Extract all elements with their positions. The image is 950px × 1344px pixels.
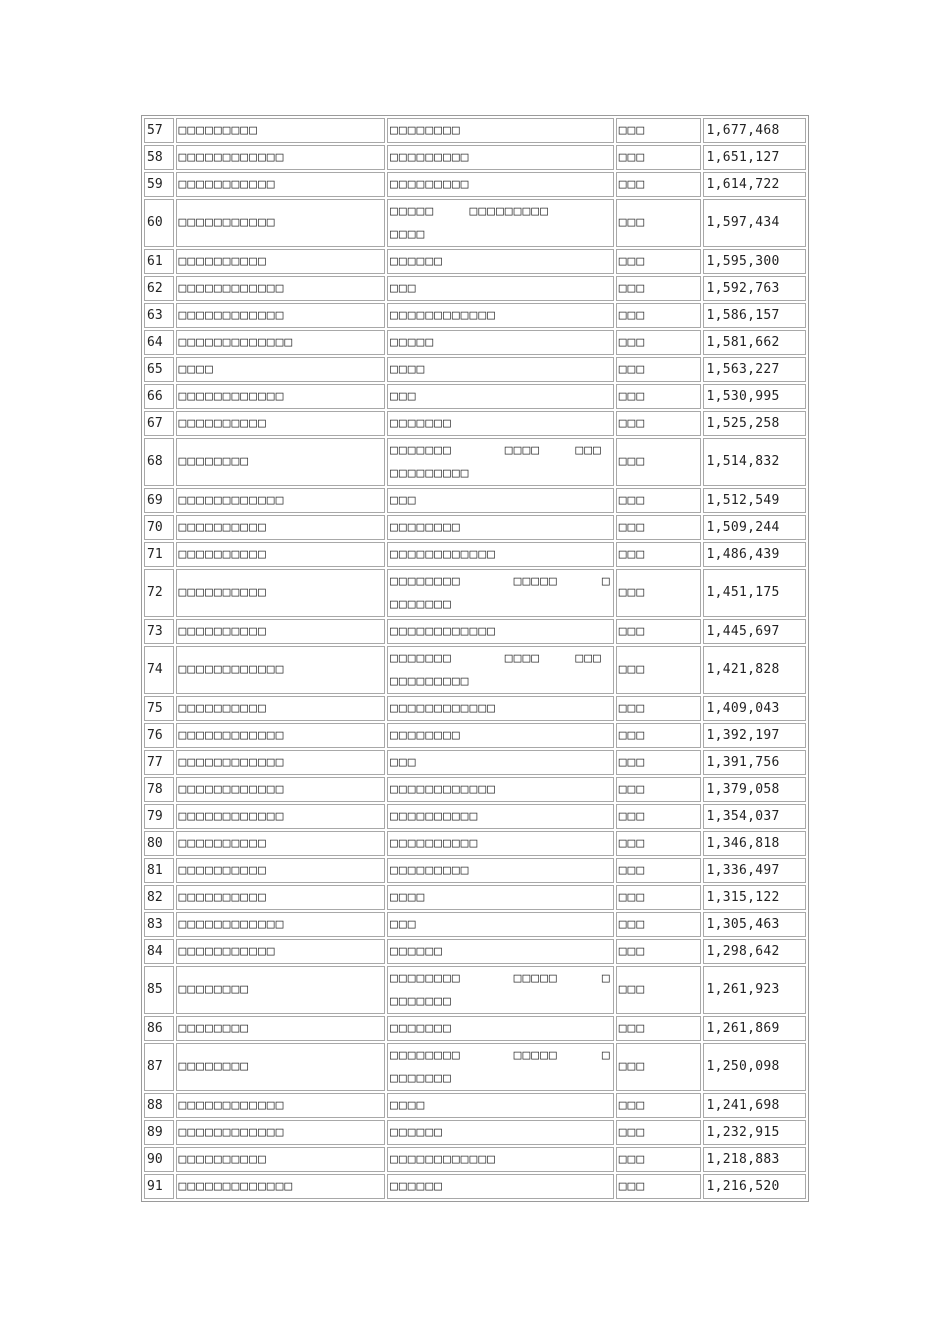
product-cell [387,276,614,301]
amount-cell: 1,586,157 [703,303,806,328]
table-row [144,804,806,829]
amount-cell: 1,651,127 [703,145,806,170]
province-cell: □□□ [616,619,702,644]
rank-cell: 88 [144,1093,174,1118]
amount-cell: 1,216,520 [703,1174,806,1199]
product-cell [387,619,614,644]
company-name-cell: □□□□□□□□ [176,966,386,1014]
ranking-table [141,115,809,1202]
product-cell [387,777,614,802]
province-cell: □□□ [616,330,702,355]
amount-cell: 1,250,098 [703,1043,806,1091]
province-cell: □□□ [616,939,702,964]
product-cell [387,488,614,513]
company-name-cell: □□□□□□□□□□□ [176,172,386,197]
province-cell: □□□ [616,1016,702,1041]
amount-cell: 1,445,697 [703,619,806,644]
product-cell [387,542,614,567]
product-line: □□□□□□□□□□□□ [390,547,496,562]
product-line: □□□□□□□□ □□□□□ □ [390,574,611,589]
table-row [144,966,806,1014]
table-row [144,939,806,964]
amount-cell: 1,677,468 [703,118,806,143]
company-name-cell: □□□□□□□□□□ [176,831,386,856]
rank-cell: 72 [144,569,174,617]
table-row [144,858,806,883]
product-line: □□□□□□□□ □□□□□ □ [390,1048,611,1063]
amount-cell: 1,218,883 [703,1147,806,1172]
company-name-cell: □□□□□□□□□□ [176,515,386,540]
province-cell: □□□ [616,1147,702,1172]
rank-cell: 60 [144,199,174,247]
province-cell: □□□ [616,438,702,486]
product-line: □□□□□□□□ [390,520,461,535]
product-line: □□□□□□□ [390,994,452,1009]
product-line: □□□ [390,917,417,932]
company-name-cell: □□□□□□□□□□ [176,885,386,910]
rank-cell: 82 [144,885,174,910]
rank-cell: 73 [144,619,174,644]
rank-cell: 74 [144,646,174,694]
company-name-cell: □□□□□□□□□□□ [176,199,386,247]
rank-cell: 86 [144,1016,174,1041]
product-cell [387,249,614,274]
rank-cell: 83 [144,912,174,937]
company-name-cell: □□□□□□□□□□□□ [176,1093,386,1118]
product-line: □□□□□□□□□ [390,150,470,165]
product-line: □□□□□ [390,335,435,350]
product-cell [387,438,614,486]
rank-cell: 61 [144,249,174,274]
table-row [144,384,806,409]
product-line: □□□□□□□□□ [390,177,470,192]
rank-cell: 70 [144,515,174,540]
province-cell: □□□ [616,145,702,170]
product-cell [387,912,614,937]
amount-cell: 1,379,058 [703,777,806,802]
product-line: □□□□□□□□□□ [390,809,479,824]
product-cell [387,1043,614,1091]
table-row [144,172,806,197]
product-cell [387,723,614,748]
company-name-cell: □□□□□□□□□□□□ [176,145,386,170]
rank-cell: 81 [144,858,174,883]
rank-cell: 58 [144,145,174,170]
amount-cell: 1,315,122 [703,885,806,910]
product-line: □□□□□□□ [390,597,452,612]
company-name-cell: □□□□□□□□□□ [176,1147,386,1172]
company-name-cell: □□□□□□□□□□□□□ [176,330,386,355]
table-row [144,750,806,775]
company-name-cell: □□□□□□□□□□ [176,696,386,721]
province-cell: □□□ [616,858,702,883]
product-cell [387,885,614,910]
amount-cell: 1,592,763 [703,276,806,301]
province-cell: □□□ [616,118,702,143]
product-line: □□□ [390,389,417,404]
product-cell [387,303,614,328]
province-cell: □□□ [616,831,702,856]
company-name-cell: □□□□□□□□□□□ [176,939,386,964]
amount-cell: 1,336,497 [703,858,806,883]
province-cell: □□□ [616,1120,702,1145]
table-row [144,912,806,937]
product-cell [387,858,614,883]
product-cell [387,330,614,355]
company-name-cell: □□□□□□□□ [176,1043,386,1091]
product-line: □□□ [390,755,417,770]
rank-cell: 75 [144,696,174,721]
rank-cell: 78 [144,777,174,802]
table-row [144,118,806,143]
rank-cell: 76 [144,723,174,748]
rank-cell: 90 [144,1147,174,1172]
rank-cell: 84 [144,939,174,964]
amount-cell: 1,509,244 [703,515,806,540]
amount-cell: 1,298,642 [703,939,806,964]
province-cell: □□□ [616,912,702,937]
product-cell [387,515,614,540]
province-cell: □□□ [616,303,702,328]
product-line: □□□□□□□□□□□□ [390,624,496,639]
company-name-cell: □□□□□□□□□□□□ [176,777,386,802]
product-line: □□□□□□□□□ [390,466,470,481]
rank-cell: 66 [144,384,174,409]
amount-cell: 1,409,043 [703,696,806,721]
province-cell: □□□ [616,276,702,301]
company-name-cell: □□□□□□□□□□□□ [176,303,386,328]
amount-cell: 1,392,197 [703,723,806,748]
table-row [144,1093,806,1118]
ranking-table-body [144,118,806,1199]
amount-cell: 1,241,698 [703,1093,806,1118]
table-row [144,276,806,301]
province-cell: □□□ [616,885,702,910]
company-name-cell: □□□□□□□□□□ [176,249,386,274]
table-row [144,488,806,513]
product-line: □□□ [390,281,417,296]
rank-cell: 62 [144,276,174,301]
rank-cell: 80 [144,831,174,856]
province-cell: □□□ [616,723,702,748]
product-cell [387,831,614,856]
product-cell [387,939,614,964]
amount-cell: 1,597,434 [703,199,806,247]
rank-cell: 59 [144,172,174,197]
product-cell [387,696,614,721]
rank-cell: 67 [144,411,174,436]
table-row [144,1016,806,1041]
company-name-cell: □□□□□□□□ [176,1016,386,1041]
amount-cell: 1,391,756 [703,750,806,775]
product-line: □□□□ [390,890,426,905]
company-name-cell: □□□□□□□□□□□□ [176,276,386,301]
product-cell [387,357,614,382]
rank-cell: 77 [144,750,174,775]
product-cell [387,750,614,775]
table-row [144,542,806,567]
company-name-cell: □□□□□□□□□□ [176,411,386,436]
table-row [144,249,806,274]
product-line: □□□□□□□□□□□□ [390,701,496,716]
province-cell: □□□ [616,384,702,409]
product-line: □□□□ [390,362,426,377]
rank-cell: 71 [144,542,174,567]
company-name-cell: □□□□□□□□□□□□ [176,1120,386,1145]
province-cell: □□□ [616,357,702,382]
product-cell [387,646,614,694]
province-cell: □□□ [616,569,702,617]
table-row [144,1174,806,1199]
product-cell [387,411,614,436]
table-row [144,723,806,748]
product-line: □□□□□□□□ [390,123,461,138]
rank-cell: 68 [144,438,174,486]
amount-cell: 1,261,869 [703,1016,806,1041]
company-name-cell: □□□□□□□□□□□□ [176,804,386,829]
rank-cell: 91 [144,1174,174,1199]
product-line: □□□□□□ [390,1125,444,1140]
amount-cell: 1,232,915 [703,1120,806,1145]
table-row [144,1120,806,1145]
amount-cell: 1,563,227 [703,357,806,382]
product-line: □□□□□□□□ □□□□□ □ [390,971,611,986]
product-line: □□□□□□□□□ [390,863,470,878]
amount-cell: 1,305,463 [703,912,806,937]
amount-cell: 1,514,832 [703,438,806,486]
amount-cell: 1,486,439 [703,542,806,567]
product-cell [387,1174,614,1199]
product-line: □□□□ [390,1098,426,1113]
company-name-cell: □□□□ [176,357,386,382]
product-line: □□□□□ □□□□□□□□□ [390,204,549,219]
table-row [144,357,806,382]
company-name-cell: □□□□□□□□□□□□ [176,750,386,775]
product-line: □□□□□□□□□□ [390,836,479,851]
amount-cell: 1,512,549 [703,488,806,513]
amount-cell: 1,581,662 [703,330,806,355]
product-cell [387,804,614,829]
product-line: □□□□□□ [390,1179,444,1194]
table-row [144,885,806,910]
product-cell [387,172,614,197]
table-row [144,646,806,694]
amount-cell: 1,614,722 [703,172,806,197]
rank-cell: 87 [144,1043,174,1091]
product-line: □□□□□□ [390,944,444,959]
company-name-cell: □□□□□□□□□□ [176,542,386,567]
province-cell: □□□ [616,199,702,247]
province-cell: □□□ [616,1043,702,1091]
table-row [144,569,806,617]
product-cell [387,966,614,1014]
product-line: □□□□□□□ [390,1021,452,1036]
product-line: □□□□□□□ [390,1071,452,1086]
province-cell: □□□ [616,172,702,197]
province-cell: □□□ [616,646,702,694]
amount-cell: 1,451,175 [703,569,806,617]
table-row [144,330,806,355]
product-line: □□□□□□□□□□□□ [390,782,496,797]
product-line: □□□□□□□□□ [390,674,470,689]
province-cell: □□□ [616,1093,702,1118]
product-cell [387,1120,614,1145]
province-cell: □□□ [616,966,702,1014]
province-cell: □□□ [616,696,702,721]
product-cell [387,118,614,143]
table-row [144,411,806,436]
product-line: □□□□□□□ □□□□ □□□ [390,651,602,666]
table-row [144,515,806,540]
company-name-cell: □□□□□□□□□□□□ [176,384,386,409]
table-row [144,1043,806,1091]
product-line: □□□ [390,493,417,508]
product-cell [387,1093,614,1118]
amount-cell: 1,354,037 [703,804,806,829]
rank-cell: 65 [144,357,174,382]
company-name-cell: □□□□□□□□□□ [176,619,386,644]
amount-cell: 1,346,818 [703,831,806,856]
company-name-cell: □□□□□□□□□□□□ [176,488,386,513]
company-name-cell: □□□□□□□□□□□□ [176,912,386,937]
province-cell: □□□ [616,1174,702,1199]
product-line: □□□□□□□□ [390,728,461,743]
table-row [144,1147,806,1172]
province-cell: □□□ [616,804,702,829]
product-cell [387,1147,614,1172]
product-line: □□□□□□□□□□□□ [390,308,496,323]
table-row [144,438,806,486]
province-cell: □□□ [616,249,702,274]
table-row [144,303,806,328]
amount-cell: 1,261,923 [703,966,806,1014]
product-cell [387,1016,614,1041]
province-cell: □□□ [616,515,702,540]
company-name-cell: □□□□□□□□□□ [176,569,386,617]
province-cell: □□□ [616,542,702,567]
rank-cell: 79 [144,804,174,829]
table-row [144,145,806,170]
table-row [144,777,806,802]
company-name-cell: □□□□□□□□□□□□□ [176,1174,386,1199]
table-row [144,199,806,247]
province-cell: □□□ [616,777,702,802]
company-name-cell: □□□□□□□□□ [176,118,386,143]
company-name-cell: □□□□□□□□ [176,438,386,486]
amount-cell: 1,595,300 [703,249,806,274]
rank-cell: 85 [144,966,174,1014]
rank-cell: 57 [144,118,174,143]
product-line: □□□□ [390,227,426,242]
table-row [144,619,806,644]
province-cell: □□□ [616,411,702,436]
rank-cell: 89 [144,1120,174,1145]
company-name-cell: □□□□□□□□□□ [176,858,386,883]
amount-cell: 1,525,258 [703,411,806,436]
product-line: □□□□□□ [390,254,444,269]
rank-cell: 64 [144,330,174,355]
rank-cell: 69 [144,488,174,513]
table-row [144,831,806,856]
product-cell [387,199,614,247]
rank-cell: 63 [144,303,174,328]
province-cell: □□□ [616,750,702,775]
product-cell [387,145,614,170]
product-cell [387,569,614,617]
company-name-cell: □□□□□□□□□□□□ [176,646,386,694]
table-row [144,696,806,721]
company-name-cell: □□□□□□□□□□□□ [176,723,386,748]
amount-cell: 1,421,828 [703,646,806,694]
product-line: □□□□□□□ [390,416,452,431]
product-cell [387,384,614,409]
product-line: □□□□□□□□□□□□ [390,1152,496,1167]
province-cell: □□□ [616,488,702,513]
product-line: □□□□□□□ □□□□ □□□ [390,443,602,458]
amount-cell: 1,530,995 [703,384,806,409]
